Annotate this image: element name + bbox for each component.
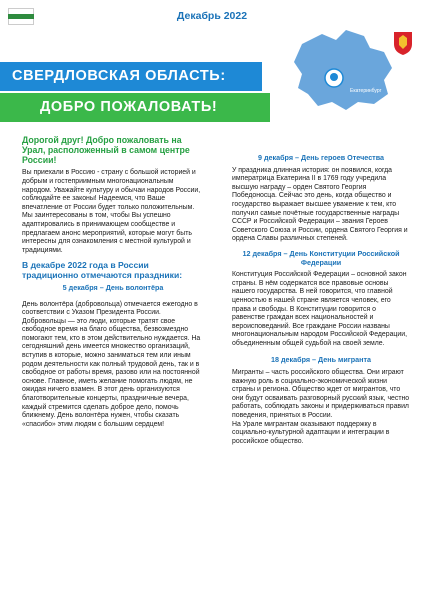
volunteer-day-title: 5 декабря – День волонтёра xyxy=(62,282,164,292)
region-map-icon xyxy=(284,22,404,118)
map-city-label: Екатеринбург xyxy=(350,88,382,94)
heroes-day-text: У праздника длинная история: он появился, когда императрица Екатерина II в 1769 году учредила высшую награду – орден Святого Георгия Победоносца. Сейчас это день, когда общество и государство выражает высшее уважение к тем, кто получил самые почётные государственные награды СССР и Российской Федерации – звания Героев Советского Союза и России, ордена Святого Георгия и ордена Славы различных степеней. xyxy=(232,166,408,243)
intro-paragraph-1: Вы приехали в Россию - страну с большой историей и добрым и гостеприимным многонациональным народом. Уважайте культуру и обычаи народов России, соблюдайте ее законы! Надеемся, что Ваше впечатление от России будет только положительным. xyxy=(22,169,201,211)
left-column xyxy=(22,136,204,429)
banner-welcome: ДОБРО ПОЖАЛОВАТЬ! xyxy=(0,93,270,122)
events-heading: В декабре 2022 года в России традиционно отмечаются праздники: xyxy=(22,260,183,281)
constitution-day-text: Конституция Российской Федерации – основной закон страны. В нём содержатся все правовые основы нашего государства. В ней говорится, что главной ценностью в нашей стране является человек, его права и свободы. В Конституции говорится о равенстве граждан всех национальностей и вероисповеданий. Все граждане России названы многонациональным народом Российской Федерации, объединенным общей судьбой на своей земле. xyxy=(232,271,407,347)
migrant-day-text-1: Мигранты – часть российского общества. Они играют важную роль в социально-экономической жизни страны и региона. Общество ждет от мигрантов, что они будут осваивать разговорный русский язык, честно работать, соблюдать законы и придерживаться правил поведения, принятых в России. xyxy=(232,369,410,420)
intro-paragraph-2: Мы заинтересованы в том, чтобы Вы успешно адаптировались в принимающем сообществе и предлагаем анонс мероприятий, которые могут быть интересны для ознакомления с местной культурой и традициями. xyxy=(22,212,192,254)
greeting-heading: Дорогой друг! Добро пожаловать на Урал, расположенный в самом центре России! xyxy=(22,135,190,165)
issue-date: Декабрь 2022 xyxy=(176,10,248,22)
migrant-day-title: 18 декабря – День мигранта xyxy=(270,355,371,365)
coat-of-arms-icon xyxy=(392,30,414,56)
volunteer-day-text: День волонтёра (добровольца) отмечается ежегодно в соответствии с Указом Президента России. Добровольцы — это люди, которые тратят свое свободное время на благо общества, безвозмездно помогают тем, кто в этом действительно нуждается. На сегодняшний день имеется множество организаций, вступив в которые, можно заниматься тем или иным родом деятельности как полный трудовой день, так и в свободное от работы время, разово или на постоянной основе. Главное, иметь желание помогать людям, не ожидая ничего взамен. В этот день организуются благотворительные концерты, праздничные вечера, каждый стремится сделать доброе дело, помочь ближнему. День волонтёра нужен, чтобы сказать «спасибо» этим людям с большим сердцем! xyxy=(22,300,201,428)
right-column xyxy=(232,154,410,446)
heroes-day-title: 9 декабря – День героев Отечества xyxy=(257,153,385,162)
migrant-day-text-2: На Урале мигрантам оказывают поддержку в социально-культурной адаптации и интеграции в российское общество. xyxy=(232,420,390,445)
constitution-day-title: 12 декабря – День Конституции Российской Федерации xyxy=(242,248,400,267)
banner-region: СВЕРДЛОВСКАЯ ОБЛАСТЬ: xyxy=(0,62,262,91)
